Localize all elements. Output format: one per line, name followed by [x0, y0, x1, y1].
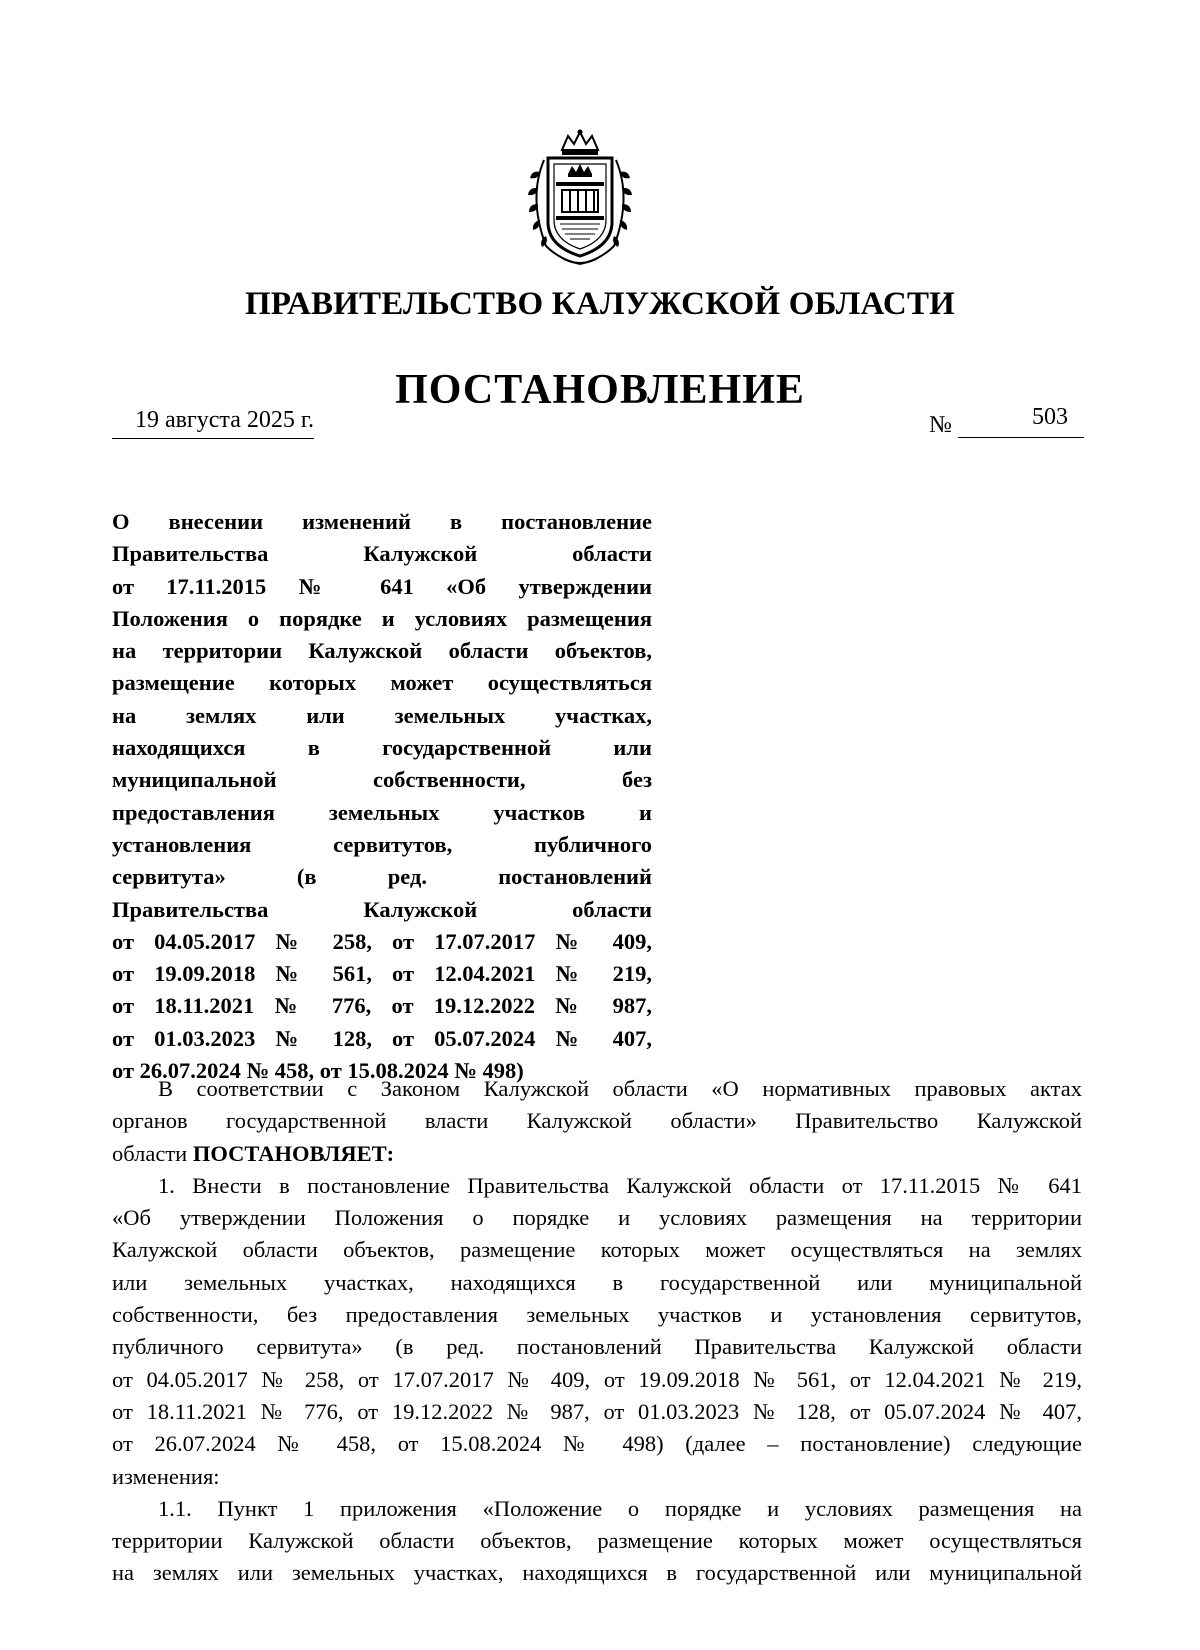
clause-1-1-line: на землях или земельных участках, находящихся в государственной или муниципальной — [112, 1560, 1082, 1586]
heading-line: сервитута» (в ред. постановлений — [112, 864, 652, 890]
clause-1-line: или земельных участках, находящихся в государственной или муниципальной — [112, 1269, 1082, 1295]
heading-line: от 26.07.2024 № 458, от 15.08.2024 № 498) — [112, 1058, 524, 1084]
clause-1-line: изменения: — [112, 1463, 220, 1489]
heading-line: от 04.05.2017 № 258, от 17.07.2017 № 409, — [112, 928, 652, 954]
document-type-title: ПОСТАНОВЛЕНИЕ — [395, 367, 805, 413]
date-field — [112, 408, 314, 439]
heading-line: размещение которых может осуществляться — [112, 670, 652, 696]
clause-1-line: «Об утверждении Положения о порядке и условиях размещения на территории — [112, 1205, 1082, 1231]
decree-keyword: ПОСТАНОВЛЯЕТ: — [192, 1140, 395, 1166]
clause-1-line: от 26.07.2024 № 458, от 15.08.2024 № 498) (далее – постановление) следующие — [112, 1431, 1082, 1457]
heading-line: муниципальной собственности, без — [112, 767, 652, 793]
clause-1-line: публичного сервитута» (в ред. постановлений Правительства Калужской области — [112, 1334, 1082, 1360]
clause-1-line: от 04.05.2017 № 258, от 17.07.2017 № 409, от 19.09.2018 № 561, от 12.04.2021 № 219, — [112, 1366, 1082, 1392]
heading-line: от 19.09.2018 № 561, от 12.04.2021 № 219, — [112, 961, 652, 987]
heading-line: О внесении изменений в постановление — [112, 509, 652, 534]
clause-1-line: собственности, без предоставления земельных участков и установления сервитутов, — [112, 1302, 1082, 1328]
preamble-line: В соответствии с Законом Калужской области «О нормативных правовых актах — [158, 1076, 1082, 1101]
heading-line: Положения о порядке и условиях размещения — [112, 605, 652, 631]
heading-line: от 01.03.2023 № 128, от 05.07.2024 № 407, — [112, 1025, 652, 1051]
heading-line: установления сервитутов, публичного — [112, 831, 652, 857]
clause-1-1-line: 1.1. Пункт 1 приложения «Положение о порядке и условиях размещения на — [158, 1495, 1082, 1521]
coat-of-arms-emblem — [510, 128, 650, 268]
heading-line: от 18.11.2021 № 776, от 19.12.2022 № 987, — [112, 993, 652, 1019]
heading-line: на территории Калужской области объектов, — [112, 638, 652, 664]
clause-1-line: 1. Внести в постановление Правительства Калужской области от 17.11.2015 № 641 — [158, 1172, 1082, 1198]
heading-line: на землях или земельных участках, — [112, 702, 652, 728]
heading-line: от 17.11.2015 № 641 «Об утверждении — [112, 573, 652, 599]
preamble-text: области — [112, 1140, 193, 1166]
government-title: ПРАВИТЕЛЬСТВО КАЛУЖСКОЙ ОБЛАСТИ — [244, 286, 956, 322]
preamble-line: органов государственной власти Калужской области» Правительство Калужской — [112, 1108, 1082, 1134]
clause-1-line: от 18.11.2021 № 776, от 19.12.2022 № 987, от 01.03.2023 № 128, от 05.07.2024 № 407, — [112, 1398, 1082, 1424]
document-date: 19 августа 2025 г. — [134, 407, 314, 433]
number-field — [958, 404, 1084, 438]
clause-1-1-line: территории Калужской области объектов, размещение которых может осуществляться — [112, 1528, 1082, 1554]
heading-line: находящихся в государственной или — [112, 735, 652, 761]
heading-line: предоставления земельных участков и — [112, 799, 652, 825]
clause-1-line: Калужской области объектов, размещение которых может осуществляться на землях — [112, 1237, 1082, 1263]
preamble-line — [112, 1138, 1082, 1170]
document-heading — [112, 506, 652, 1087]
document-number: 503 — [1032, 404, 1068, 430]
heading-line: Правительства Калужской области — [112, 541, 652, 567]
document-body — [112, 1073, 1082, 1590]
heading-line: Правительства Калужской области — [112, 896, 652, 922]
number-sign: № — [929, 412, 952, 438]
